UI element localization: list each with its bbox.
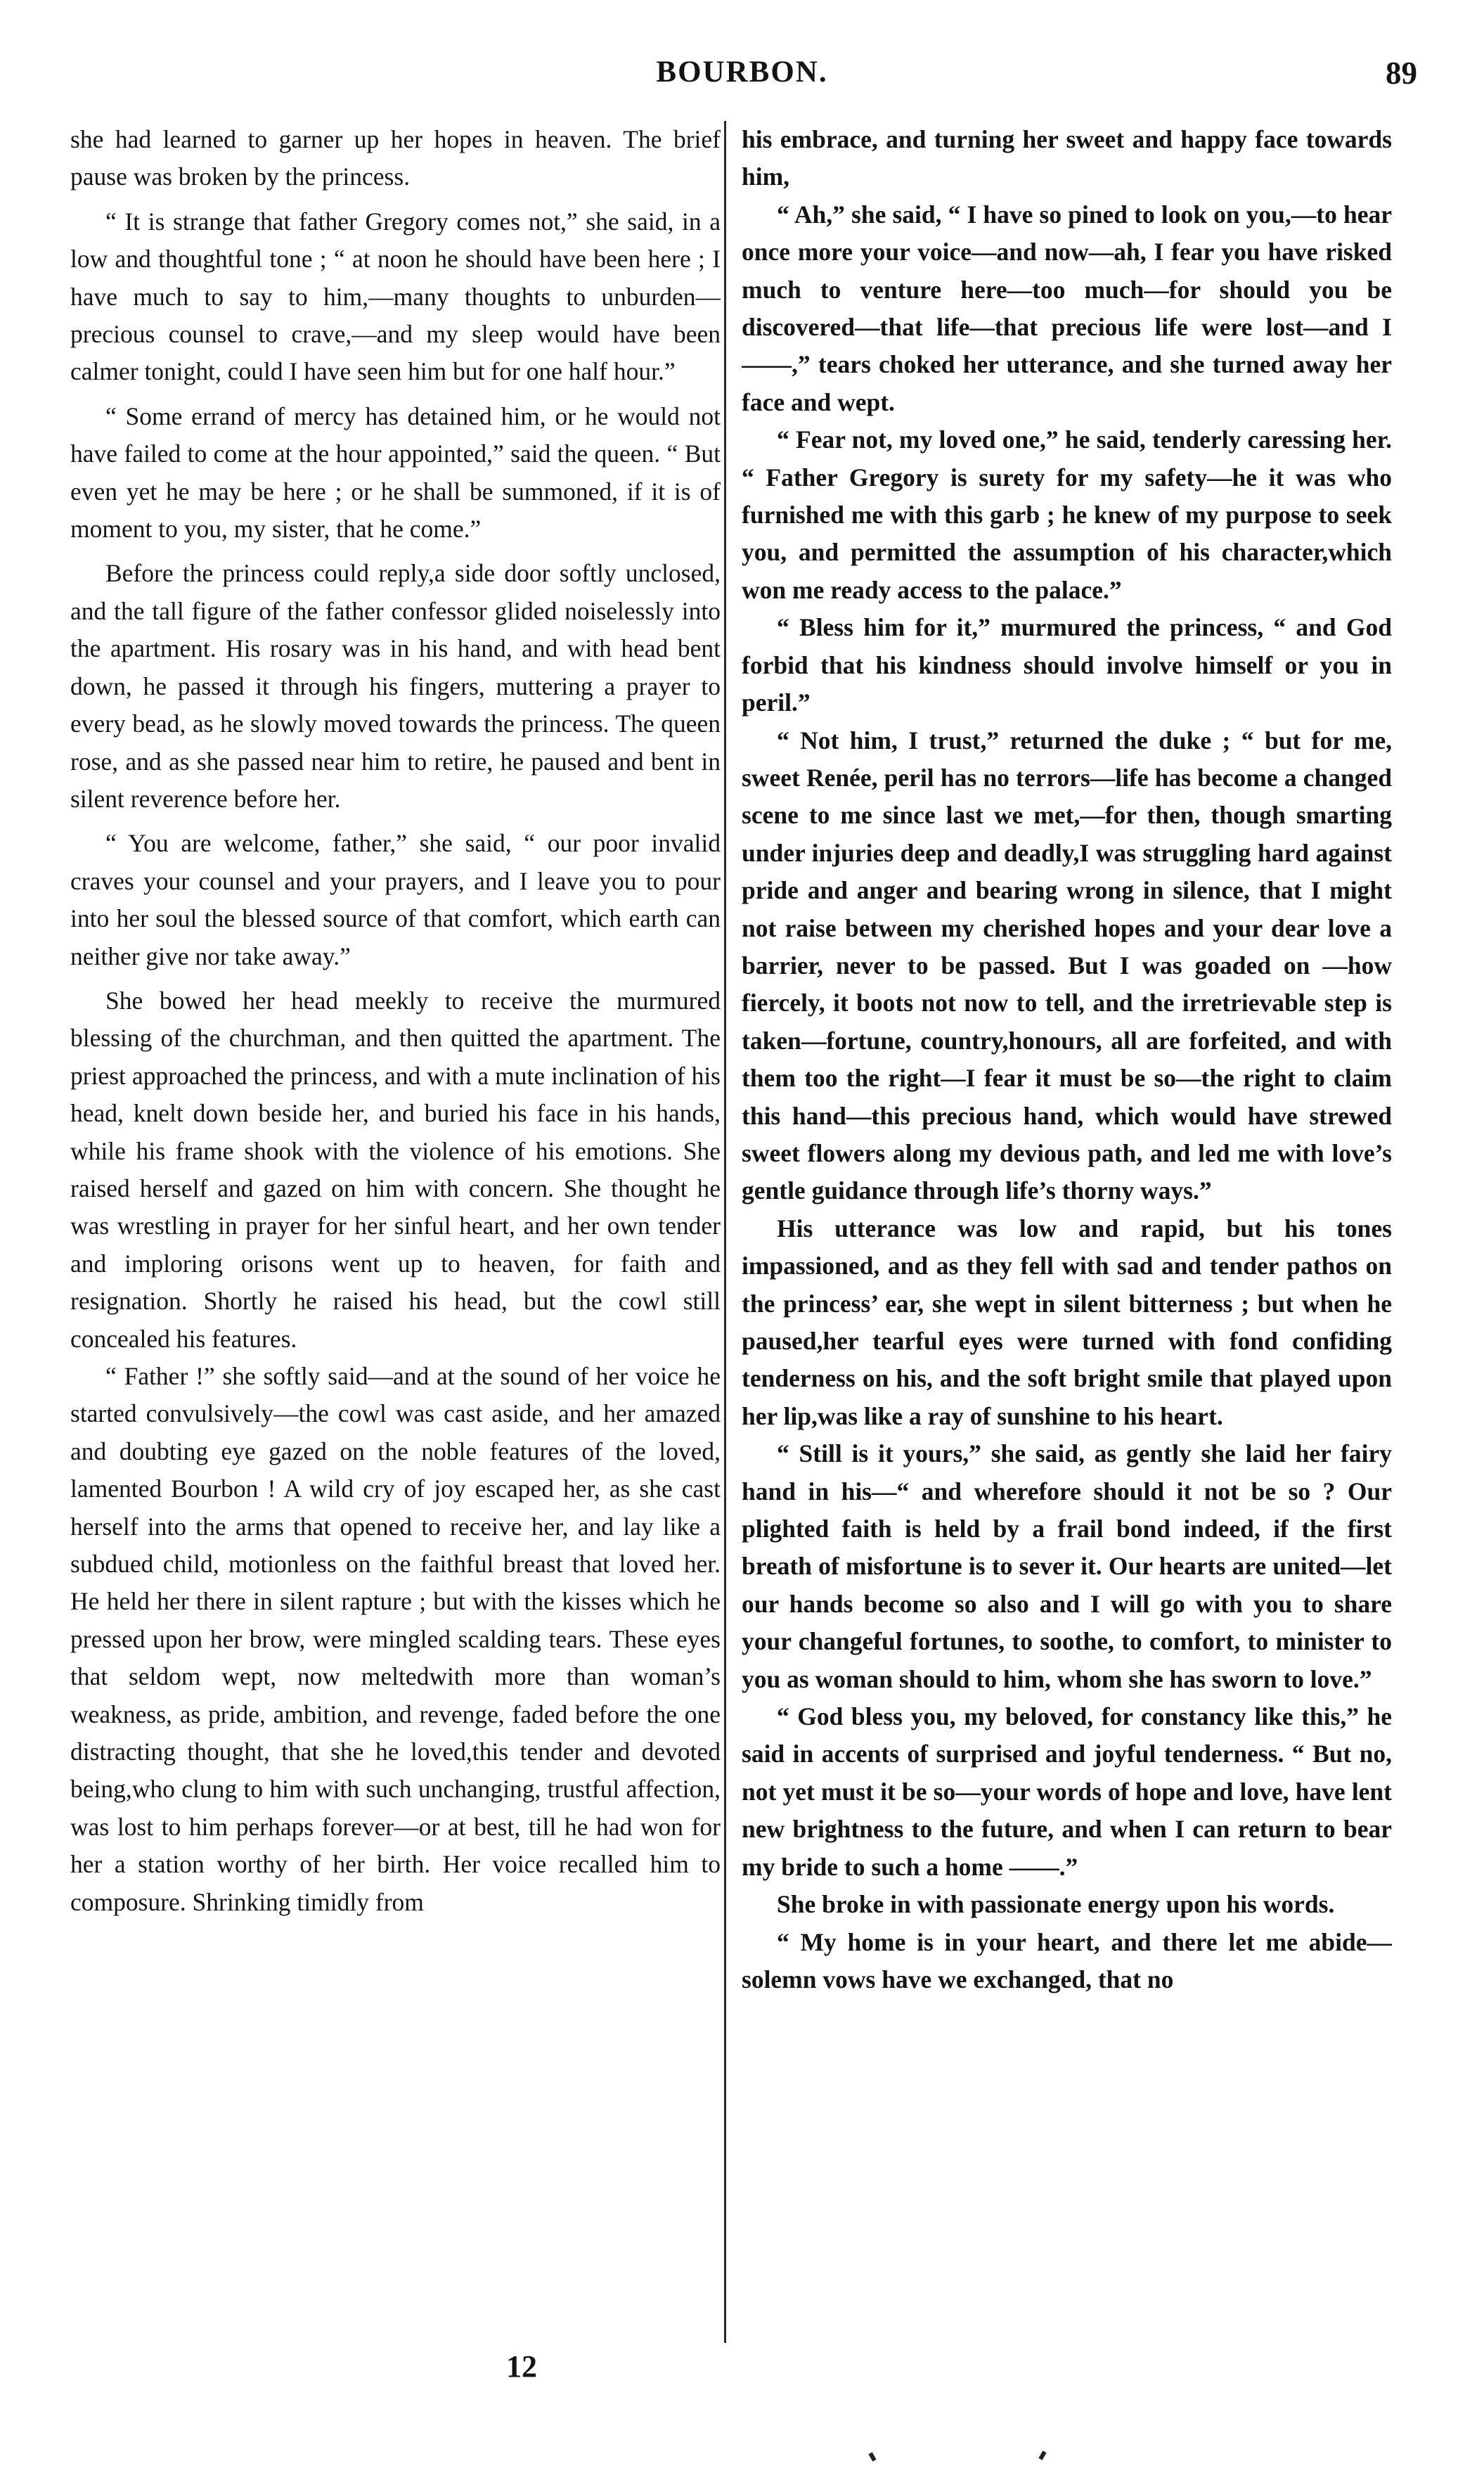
left-column bbox=[70, 121, 721, 2343]
paragraph: “ You are welcome, father,” she said, “ our poor invalid craves your counsel and your prayers, and I leave you to pour into her soul the blessed source of that comfort, which earth can neither give nor take away.” bbox=[70, 829, 721, 970]
paragraph: “ Not him, I trust,” returned the duke ; “ but for me, sweet Renée, peril has no terrors—life has become a changed scene to me since last we met,—for then, though smarting under injuries deep and deadly,I was struggling hard against pride and anger and bearing wrong in silence, that I might not raise between my cherished hopes and your dear love a barrier, never to be passed. But I was goaded on —how fiercely, it boots not now to tell, and the irretrievable step is taken—fortune, country,honours, all are forfeited, and with them too the right—I fear it must be so—the right to claim this hand—this precious hand, which would have strewed sweet flowers along my devious path, and led me with love’s gentle guidance through life’s thorny ways.” bbox=[742, 726, 1392, 1205]
paragraph: “ It is strange that father Gregory comes not,” she said, in a low and thoughtful tone ; “ at noon he should have been here ; I have much to say to him,—many thoughts to unburden—precious counsel to crave,—and my sleep would have been calmer tonight, could I have seen him but for one half hour.” bbox=[70, 207, 721, 386]
paragraph: She broke in with passionate energy upon his words. bbox=[777, 1890, 1335, 1919]
paragraph: Before the princess could reply,a side door softly unclosed, and the tall figure of the father confessor glided noiselessly into the apartment. His rosary was in his hand, and with head bent down, he passed it through his fingers, muttering a prayer to every bead, as he slowly moved towards the princess. The queen rose, and as she passed near him to retire, he paused and bent in silent reverence before her. bbox=[70, 559, 721, 813]
paragraph: His utterance was low and rapid, but his tones impassioned, and as they fell with sad and tender pathos on the princess’ ear, she wept in silent bitterness ; but when he paused,her tearful eyes were turned with fond confiding tenderness on his, and the soft bright smile that played upon her lip,was like a ray of sunshine to his heart. bbox=[742, 1214, 1392, 1430]
paragraph: “ My home is in your heart, and there let me abide—solemn vows have we exchanged, that no bbox=[742, 1927, 1392, 1993]
ink-speck bbox=[868, 2452, 876, 2461]
running-title: BOURBON. bbox=[656, 56, 828, 89]
paragraph: his embrace, and turning her sweet and happy face towards him, bbox=[742, 125, 1392, 191]
paragraph: “ Ah,” she said, “ I have so pined to look on you,—to hear once more your voice—and now—ah, I fear you have risked much to venture here—too much—for should you be discovered—that life—that precious life were lost—and I ——,” tears choked her utterance, and she turned away her face and wept. bbox=[742, 200, 1392, 416]
right-column bbox=[742, 121, 1392, 2343]
page-number: 89 bbox=[1386, 56, 1417, 91]
column-divider bbox=[724, 121, 726, 2343]
paragraph: She bowed her head meekly to receive the murmured blessing of the churchman, and then quitted the apartment. The priest approached the princess, and with a mute inclination of his head, knelt down beside her, and buried his face in his hands, while his frame shook with the violence of his emotions. She raised herself and gazed on him with concern. She thought he was wrestling in prayer for her sinful heart, and her own tender and imploring orisons went up to heaven, for faith and resignation. Shortly he raised his head, but the cowl still concealed his features. bbox=[70, 986, 721, 1353]
paragraph: “ Fear not, my loved one,” he said, tenderly caressing her. “ Father Gregory is surety for my safety—he it was who furnished me with this garb ; he knew of my purpose to seek you, and permitted the assumption of his character,which won me ready access to the palace.” bbox=[742, 425, 1392, 604]
paragraph: “ Bless him for it,” murmured the princess, “ and God forbid that his kindness should involve himself or you in peril.” bbox=[742, 613, 1392, 717]
paragraph: “ Some errand of mercy has detained him, or he would not have failed to come at the hour appointed,” said the queen. “ But even yet he may be here ; or he shall be summoned, if it is of moment to you, my sister, that he come.” bbox=[70, 402, 721, 544]
running-header bbox=[0, 55, 1484, 104]
signature-mark: 12 bbox=[506, 2349, 537, 2384]
paragraph: she had learned to garner up her hopes in heaven. The brief pause was broken by the princess. bbox=[70, 125, 721, 191]
paragraph: “ God bless you, my beloved, for constancy like this,” he said in accents of surprised and joyful tenderness. “ But no, not yet must it be so—your words of hope and love, have lent new brightness to the future, and when I can return to bear my bride to such a home ——.” bbox=[742, 1702, 1392, 1881]
paragraph: “ Father !” she softly said—and at the sound of her voice he started convulsively—the cowl was cast aside, and her amazed and doubting eye gazed on the noble features of the loved, lamented Bourbon ! A wild cry of joy escaped her, as she cast herself into the arms that opened to receive her, and lay like a subdued child, motionless on the faithful breast that loved her. He held her there in silent rapture ; but with the kisses which he pressed upon her brow, were mingled scalding tears. These eyes that seldom wept, now meltedwith more than woman’s weakness, as pride, ambition, and revenge, faded before the one distracting thought, that she he loved,this tender and devoted being,who clung to him with such unchanging, trustful affection, was lost to him perhaps forever—or at best, till he had won for her a station worthy of her birth. Her voice recalled him to composure. Shrinking timidly from bbox=[70, 1362, 721, 1916]
ink-speck bbox=[1038, 2450, 1046, 2460]
paragraph: “ Still is it yours,” she said, as gently she laid her fairy hand in his—“ and wherefore should it not be so ? Our plighted faith is held by a frail bond indeed, if the first breath of misfortune is to sever it. Our hearts are united—let our hands become so also and I will go with you to share your changeful fortunes, to soothe, to comfort, to minister to you as woman should to him, whom she has sworn to love.” bbox=[742, 1439, 1392, 1693]
